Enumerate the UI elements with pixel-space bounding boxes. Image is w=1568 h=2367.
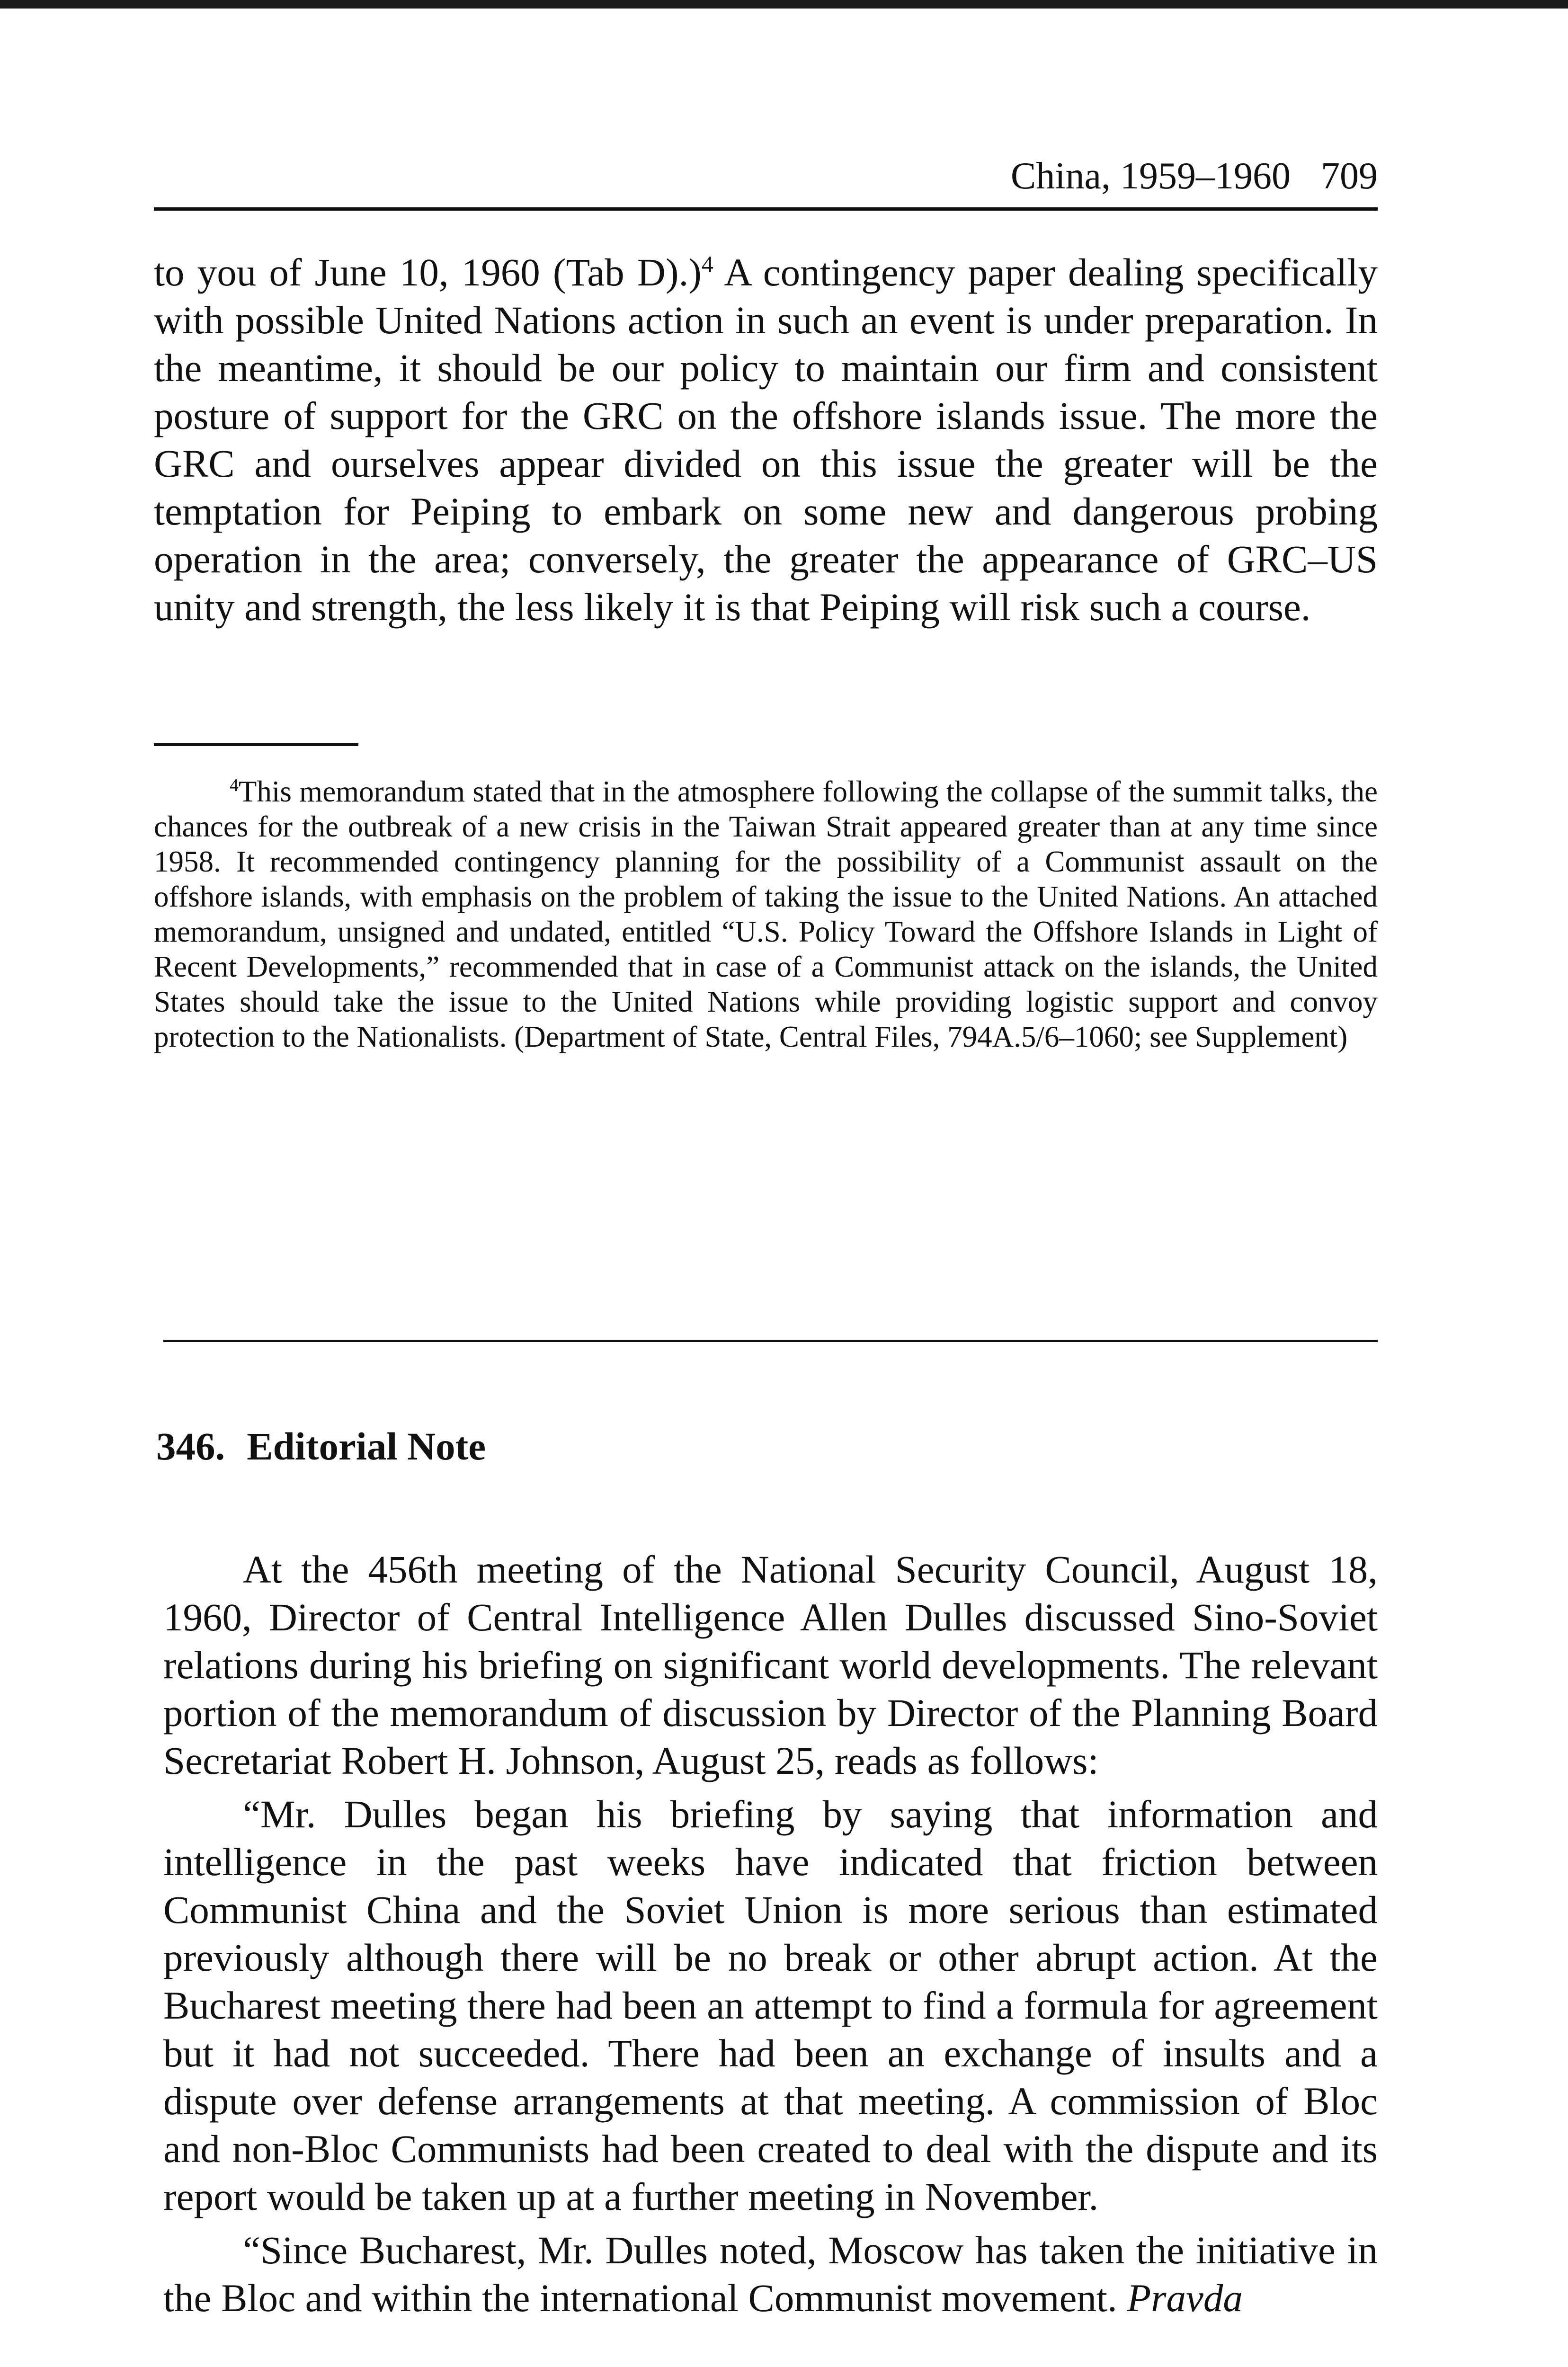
section-heading [156, 1420, 486, 1472]
editorial-note-body [163, 1546, 1378, 2328]
running-head [154, 152, 1378, 200]
continued-text-start: to you of June 10, 1960 (Tab D).) [154, 250, 702, 294]
page-number: 709 [1321, 155, 1378, 197]
editorial-paragraph-2: “Mr. Dulles began his briefing by saying that information and intelligence in the past weeks have indicated that friction between Communist China and the Soviet Union is more serious than estimated previously although there will be no break or other abrupt action. At the Bucharest meeting there had been an attempt to find a formula for agreement but it had not succeeded. There had been an exchange of insults and a dispute over defense arrangements at that meeting. A commission of Bloc and non-Bloc Communists had been created to deal with the dispute and its report would be taken up at a further meeting in November. [163, 1792, 1378, 2218]
header-rule [154, 207, 1378, 211]
pravda-title: Pravda [1127, 2276, 1243, 2320]
footnote-text: This memorandum stated that in the atmosphere following the collapse of the summit talks, the chances for the outbreak of a new crisis in the Taiwan Strait appeared greater than at any time since 1958. It recommended contingency planning for the possibility of a Communist assault on the offshore islands, with emphasis on the problem of taking the issue to the United Nations. An attached memorandum, unsigned and undated, entitled “U.S. Policy Toward the Offshore Islands in Light of Recent Developments,” recommended that in case of a Communist attack on the islands, the United States should take the issue to the United Nations while providing logistic support and convoy protection to the Nationalists. (Department of State, Central Files, 794A.5/6–1060; see Supplement) [154, 775, 1378, 1053]
continued-text-end: A contingency paper dealing specifically with possible United Nations action in such an event is under preparation. In the meantime, it should be our policy to maintain our firm and consistent posture of support for the GRC on the offshore islands issue. The more the GRC and ourselves appear divided on this issue the greater will be the temptation for Peiping to embark on some new and dangerous probing operation in the area; conversely, the greater the appearance of GRC–US unity and strength, the less likely it is that Peiping will risk such a course. [154, 250, 1378, 629]
section-number: 346. [156, 1424, 225, 1468]
footnote-4 [154, 774, 1378, 1054]
footnote-number: 4 [230, 775, 239, 795]
footnote-rule [154, 743, 358, 746]
footnote-reference: 4 [701, 251, 713, 277]
running-head-title: China, 1959–1960 [1010, 155, 1291, 197]
section-divider-rule [163, 1340, 1378, 1342]
editorial-paragraph-3 [163, 2226, 1378, 2322]
editorial-paragraph-3-text: “Since Bucharest, Mr. Dulles noted, Moscow has taken the initiative in the Bloc and within the international Communist movement. [163, 2228, 1378, 2320]
continued-paragraph [154, 249, 1378, 631]
section-title: Editorial Note [247, 1424, 486, 1468]
book-page [154, 0, 1378, 2367]
editorial-paragraph-1: At the 456th meeting of the National Security Council, August 18, 1960, Director of Central Intelligence Allen Dulles discussed Sino-Soviet relations during his briefing on significant world developments. The relevant portion of the memorandum of discussion by Director of the Planning Board Secretariat Robert H. Johnson, August 25, reads as follows: [163, 1548, 1378, 1782]
